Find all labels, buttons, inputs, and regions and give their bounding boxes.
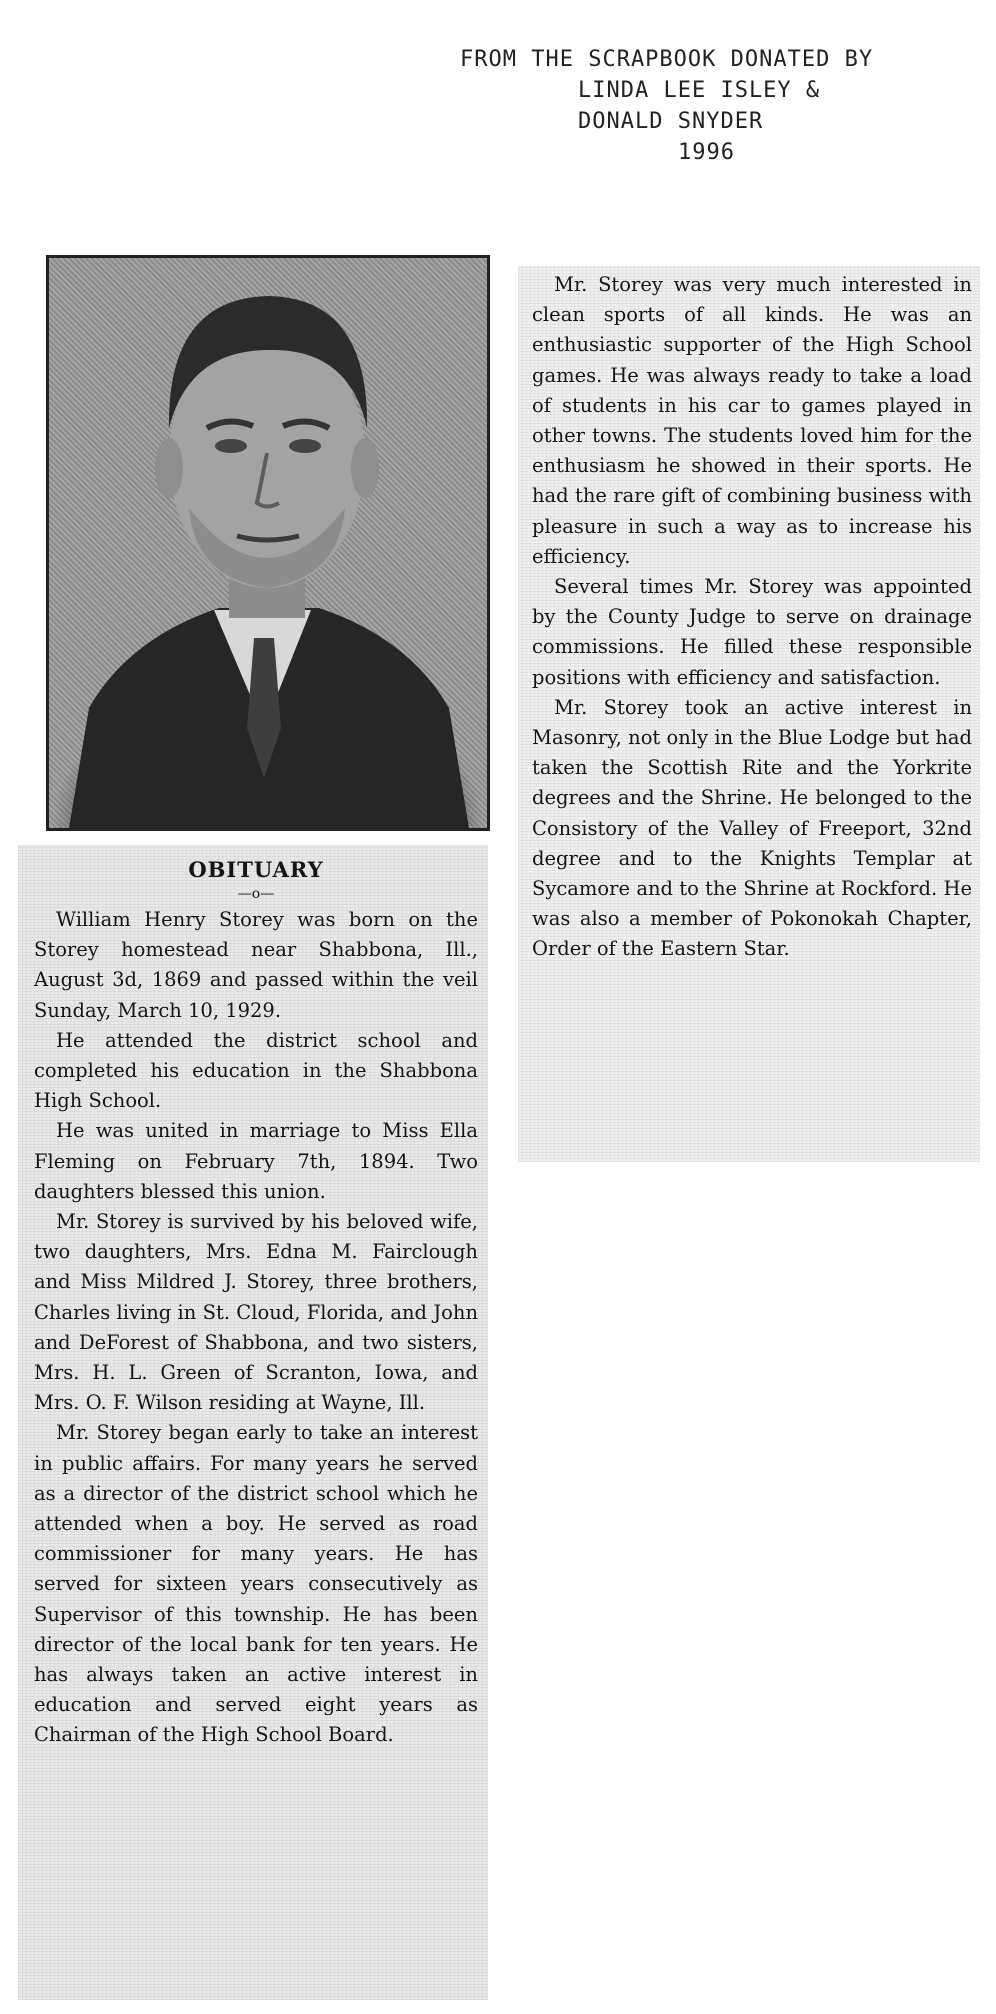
obituary-headline: OBITUARY	[188, 857, 324, 882]
obituary-right-column	[518, 266, 980, 1162]
portrait-silhouette-icon	[49, 258, 487, 828]
obituary-left-column	[18, 845, 488, 2000]
donor-names-line: DONALD SNYDER	[578, 109, 764, 134]
obituary-paragraph: He was united in marriage to Miss Ella Fleming on February 7th, 1894. Two daughters blessed this union.	[34, 1119, 478, 1203]
obituary-paragraph: William Henry Storey was born on the Storey homestead near Shabbona, Ill., August 3d, 1869 and passed within the veil Sunday, March 10, 1929.	[34, 908, 478, 1022]
obituary-paragraph: Several times Mr. Storey was appointed by the County Judge to serve on drainage commissions. He filled these responsible positions with efficiency and satisfaction.	[532, 575, 972, 689]
obituary-paragraph: Mr. Storey was very much interested in clean sports of all kinds. He was an enthusiastic supporter of the High School games. He was always ready to take a load of students in his car to games played in other towns. The students loved him for the enthusiasm he showed in their sports. He had the rare gift of combining business with pleasure in such a way as to increase his efficiency.	[532, 273, 972, 568]
obituary-paragraph: Mr. Storey took an active interest in Masonry, not only in the Blue Lodge but had taken the Scottish Rite and the Yorkrite degrees and the Shrine. He belonged to the Consistory of the Valley of Freeport, 32nd degree and to the Knights Templar at Sycamore and to the Shrine at Rockford. He was also a member of Pokonokah Chapter, Order of the Eastern Star.	[532, 695, 972, 961]
obituary-paragraph: Mr. Storey is survived by his beloved wife, two daughters, Mrs. Edna M. Fairclough and Miss Mildred J. Storey, three brothers, Charles living in St. Cloud, Florida, and John and DeForest of Shabbona, and two sisters, Mrs. H. L. Green of Scranton, Iowa, and Mrs. O. F. Wilson residing at Wayne, Ill.	[34, 1210, 478, 1415]
donation-note-line: FROM THE SCRAPBOOK DONATED BY	[460, 47, 874, 72]
scrapbook-donation-note	[460, 44, 980, 168]
headline-divider: —o—	[237, 886, 275, 902]
donor-names-line: LINDA LEE ISLEY &	[578, 78, 821, 103]
portrait-photo	[46, 255, 490, 831]
obituary-paragraph: He attended the district school and completed his education in the Shabbona High School.	[34, 1028, 478, 1113]
donation-year: 1996	[678, 140, 735, 165]
obituary-paragraph: Mr. Storey began early to take an interest in public affairs. For many years he served as a director of the district school which he attended when a boy. He served as road commissioner for many years. He has served for sixteen years consecutively as Supervisor of this township. He has been director of the local bank for ten years. He has always taken an active interest in education and served eight years as Chairman of the High School Board.	[34, 1421, 478, 1747]
